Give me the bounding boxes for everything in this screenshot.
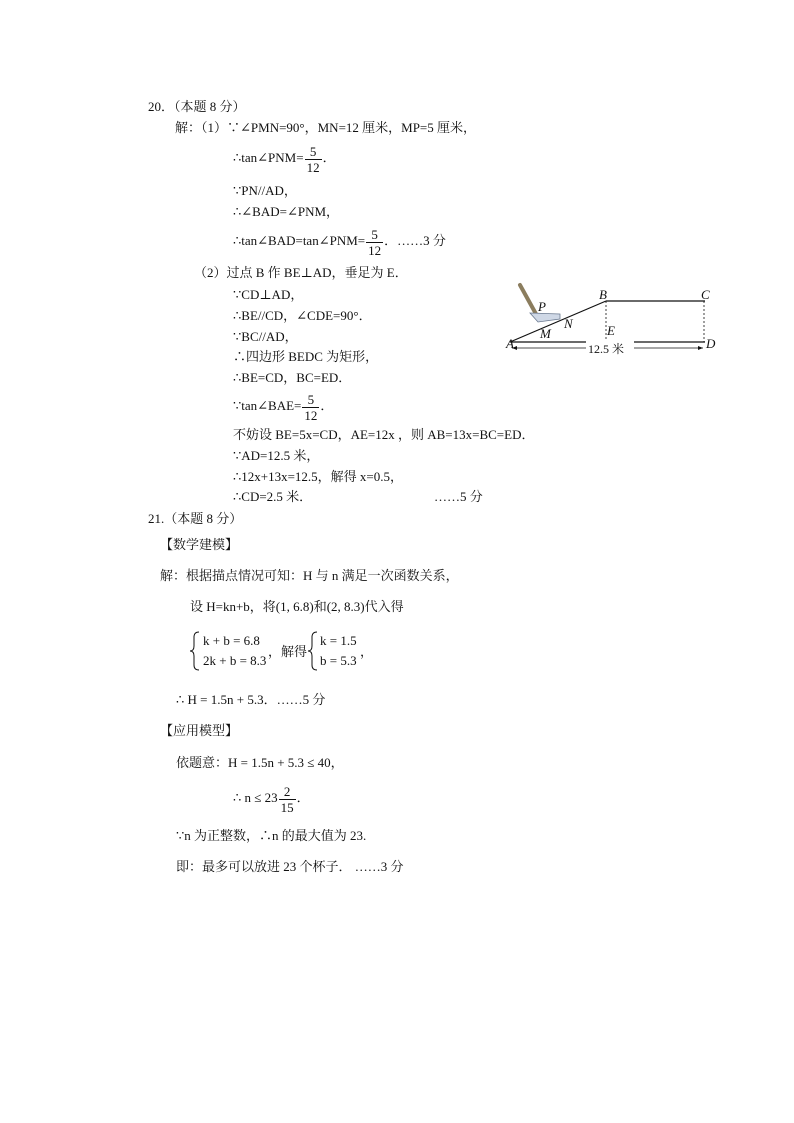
q21-line7: 即：最多可以放进 23 个杯子． ……3 分: [176, 859, 404, 874]
system-mid-text: ，解得: [268, 644, 308, 659]
label-b: B: [599, 287, 607, 302]
q20-p1-l5-suffix: ．……3 分: [384, 233, 446, 248]
q20-p1-l5-prefix: ∴tan∠BAD=tan∠PNM=: [233, 233, 366, 248]
q20-p1-l1-prefix: 解：（1）∵: [175, 120, 241, 135]
q20-part2-line5: ∴四边形 BEDC 为矩形，: [233, 349, 379, 364]
q21-l5-prefix: ∴ n ≤ 23: [233, 790, 278, 805]
fraction-5-12: [302, 392, 319, 423]
label-c: C: [701, 287, 710, 302]
q20-part1-line5: [233, 226, 446, 258]
fraction-5-12: [305, 144, 322, 175]
fraction-den: 15: [280, 799, 294, 815]
fraction-num: 5: [302, 392, 319, 408]
fraction-num: 5: [305, 144, 322, 160]
system-right-eq1: k = 1.5: [320, 633, 357, 648]
label-m: M: [540, 326, 551, 341]
left-brace-icon: [307, 631, 319, 671]
label-a: A: [506, 336, 514, 351]
dimension-label: 12.5 米: [588, 342, 625, 356]
dimension-arrow-right: [698, 346, 703, 350]
q21-section-modeling: 【数学建模】: [160, 537, 239, 552]
q20-part1-line2: [233, 143, 336, 175]
label-p: P: [538, 299, 546, 314]
q20-p1-l1-rest: ∠PMN=90°，MN=12 厘米，MP=5 厘米，: [240, 120, 477, 135]
fraction-5-12: [366, 227, 383, 258]
q21-line1: 解：根据描点情况可知：H 与 n 满足一次函数关系，: [160, 568, 459, 583]
label-e: E: [607, 323, 615, 338]
fraction-2-15: [279, 784, 296, 815]
q20-part2-line8: 不妨设 BE=5x=CD，AE=12x ，则 AB=13x=BC=ED．: [233, 427, 535, 442]
q20-part1-line3: ∵PN//AD，: [233, 183, 297, 198]
q20-part2-line1: （2）过点 B 作 BE⊥AD，垂足为 E．: [194, 265, 408, 280]
q21-line4: 依题意：H = 1.5n + 5.3 ≤ 40，: [176, 755, 344, 770]
fraction-num: 2: [279, 784, 296, 800]
q20-p1-l2-prefix: ∴tan∠PNM=: [233, 150, 304, 165]
left-brace-icon: [189, 631, 201, 671]
triangle-ruler: [530, 313, 560, 322]
q20-part2-line7: [233, 391, 333, 423]
q21-line2: 设 H=kn+b，将(1, 6.8)和(2, 8.3)代入得: [190, 599, 404, 614]
q20-p1-l2-suffix: ．: [322, 150, 336, 165]
fraction-den: 12: [368, 242, 382, 258]
fraction-den: 12: [304, 407, 318, 423]
q20-part2-line6: ∴BE=CD，BC=ED．: [233, 370, 352, 385]
q20-part2-line10: ∴12x+13x=12.5，解得 x=0.5，: [233, 469, 404, 484]
q20-part2-line2: ∵CD⊥AD，: [233, 287, 304, 302]
q21-line6: ∵n 为正整数，∴n 的最大值为 23.: [176, 828, 367, 843]
fraction-den: 12: [306, 159, 320, 175]
q20-part2-line3: ∴BE//CD，∠CDE=90°．: [233, 308, 372, 323]
q20-p2-l7-suffix: ．: [320, 398, 334, 413]
q20-part1-line4: ∴∠BAD=∠PNM，: [233, 204, 340, 219]
q21-line5: [233, 782, 310, 815]
ladder-figure: [500, 280, 730, 360]
label-d: D: [706, 336, 716, 351]
label-n: N: [564, 316, 573, 331]
measuring-stick: [520, 285, 536, 314]
q20-part2-line9: ∵AD=12.5 米，: [233, 448, 320, 463]
q20-part1-line1: [175, 119, 476, 137]
q21-section-application: 【应用模型】: [160, 723, 239, 738]
system-left-eq2: 2k + b = 8.3: [203, 653, 267, 668]
fraction-num: 5: [366, 227, 383, 243]
q20-part2-line4: ∵BC//AD，: [233, 329, 298, 344]
q21-line3: ∴ H = 1.5n + 5.3．……5 分: [176, 692, 326, 707]
q21-header: 21.（本题 8 分）: [148, 511, 243, 526]
system-right-eq2: b = 5.3: [320, 653, 357, 668]
system-end: ，: [360, 644, 374, 659]
q20-part2-score: ……5 分: [434, 489, 483, 504]
system-left-eq1: k + b = 6.8: [203, 633, 260, 648]
line-ab: [510, 301, 606, 342]
q21-l5-suffix: ．: [296, 790, 310, 805]
q20-part2-line11: ∴CD=2.5 米．: [233, 489, 313, 504]
q20-p2-l7-prefix: ∵tan∠BAE=: [233, 398, 302, 413]
q20-header: 20．（本题 8 分）: [148, 99, 246, 114]
